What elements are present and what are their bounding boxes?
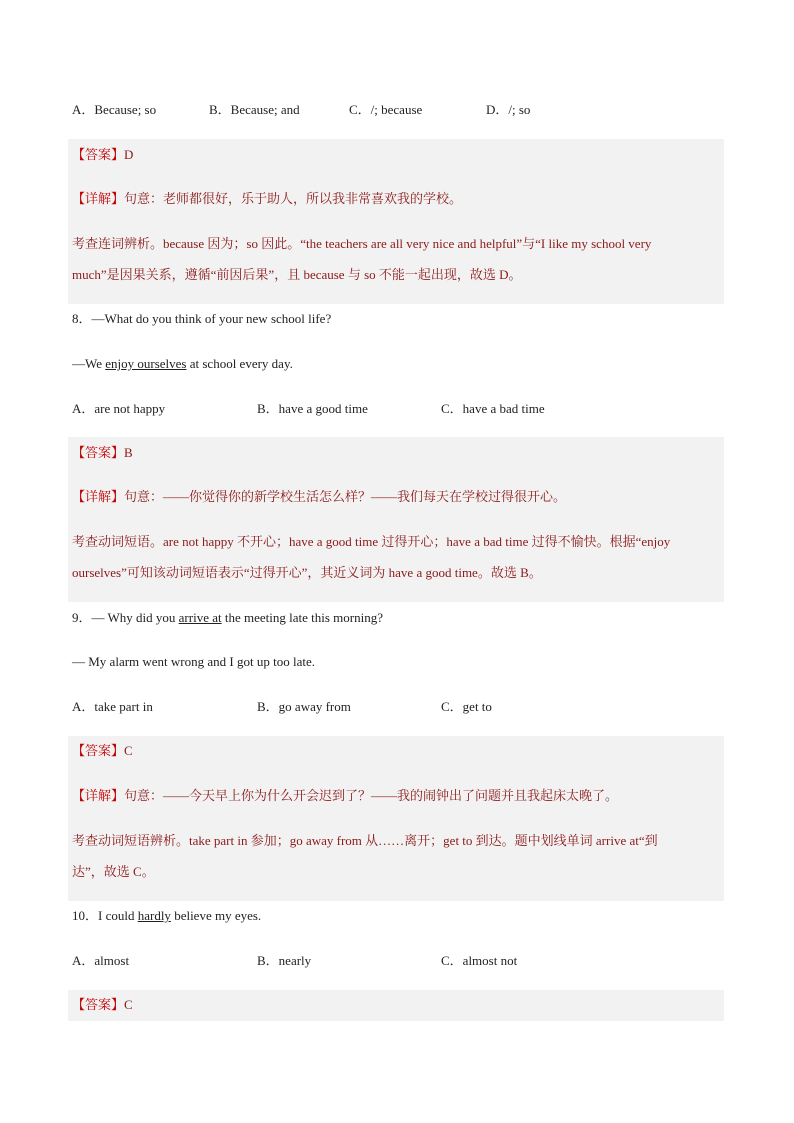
- answer-tag: 【答案】: [72, 743, 125, 758]
- q9-underlined-phrase: arrive at: [178, 610, 222, 625]
- q9-reply: — My alarm went wrong and I got up too late.: [72, 654, 315, 669]
- q8-stem: 8．—What do you think of your new school life?: [72, 311, 332, 326]
- q9-detail-line2: 考查动词短语辨析。take part in 参加；go away from 从……离开；get to 到达。题中划线单词 arrive at“到: [72, 833, 658, 848]
- detail-tag: 【详解】: [72, 191, 125, 206]
- q10-option-c: C．almost not: [441, 953, 518, 968]
- q10-stem-post: believe my eyes.: [170, 908, 262, 923]
- q8-detail-line1: [72, 488, 566, 506]
- q10-answer-box: [68, 990, 724, 1021]
- q9-answer: [72, 742, 133, 760]
- q10-underlined-word: hardly: [137, 908, 171, 923]
- q8-answer: [72, 444, 133, 462]
- q7-option-a: A．Because; so: [72, 102, 157, 117]
- answer-tag: 【答案】: [72, 997, 125, 1012]
- answer-tag: 【答案】: [72, 445, 125, 460]
- detail-text: 句意：——今天早上你为什么开会迟到了？——我的闹钟出了问题并且我起床太晚了。: [124, 788, 619, 803]
- q7-option-c: C．/; because: [349, 102, 423, 117]
- q7-option-b: B．Because; and: [209, 102, 300, 117]
- q7-option-d: D．/; so: [486, 102, 531, 117]
- q8-detail-line2: 考查动词短语。are not happy 不开心；have a good time 过得开心；have a bad time 过得不愉快。根据“enjoy: [72, 534, 671, 549]
- q9-detail-line1: [72, 787, 618, 805]
- q8-option-c: C．have a bad time: [441, 401, 545, 416]
- q10-option-a: A．almost: [72, 953, 130, 968]
- q8-detail-line3: ourselves”可知该动词短语表示“过得开心”，其近义词为 have a good time。故选 B。: [72, 565, 542, 580]
- detail-text: 句意：——你觉得你的新学校生活怎么样？——我们每天在学校过得很开心。: [124, 489, 567, 504]
- q9-answer-box: [68, 736, 724, 901]
- detail-tag: 【详解】: [72, 788, 125, 803]
- answer-value: B: [124, 445, 133, 460]
- q8-option-a: A．are not happy: [72, 401, 166, 416]
- q9-option-c: C．get to: [441, 699, 492, 714]
- q7-detail-line3: much”是因果关系，遵循“前因后果”，且 because 与 so 不能一起出现，故选 D。: [72, 267, 522, 282]
- q9-detail-line3: 达”，故选 C。: [72, 864, 155, 879]
- q7-detail-line2: 考查连词辨析。because 因为；so 因此。“the teachers are all very nice and helpful”与“I like my school very: [72, 236, 652, 251]
- q10-option-b: B．nearly: [257, 953, 312, 968]
- q8-reply: [72, 355, 293, 373]
- q8-underlined-phrase: enjoy ourselves: [105, 356, 187, 371]
- q9-option-a: A．take part in: [72, 699, 153, 714]
- q9-stem-pre: 9．— Why did you: [72, 610, 179, 625]
- q9-option-b: B．go away from: [257, 699, 351, 714]
- answer-value: C: [124, 743, 133, 758]
- answer-tag: 【答案】: [72, 147, 125, 162]
- q10-stem-pre: 10．I could: [72, 908, 138, 923]
- answer-value: D: [124, 147, 134, 162]
- q9-stem: [72, 609, 383, 627]
- answer-value: C: [124, 997, 133, 1012]
- detail-tag: 【详解】: [72, 489, 125, 504]
- q10-stem: [72, 907, 261, 925]
- q9-stem-post: the meeting late this morning?: [221, 610, 383, 625]
- q8-option-b: B．have a good time: [257, 401, 368, 416]
- q7-answer: [72, 146, 133, 164]
- q10-answer: [72, 996, 133, 1014]
- detail-text: 句意：老师都很好，乐于助人，所以我非常喜欢我的学校。: [124, 191, 463, 206]
- q8-reply-pre: —We: [72, 356, 106, 371]
- q8-reply-post: at school every day.: [186, 356, 293, 371]
- q7-detail-line1: [72, 190, 462, 208]
